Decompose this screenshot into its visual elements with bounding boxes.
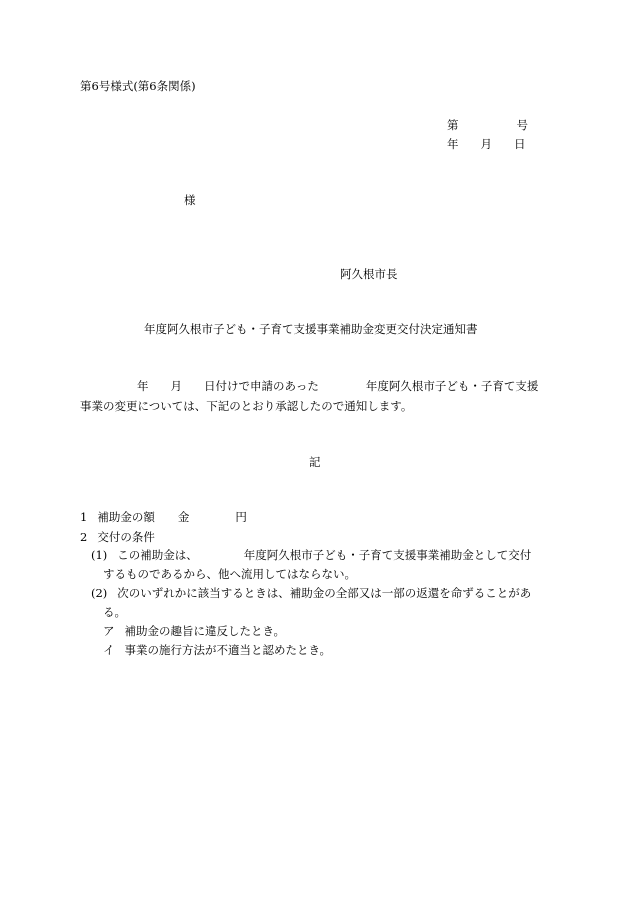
- body-line-2: 事業の変更については、下記のとおり承認したので通知します。: [80, 399, 413, 413]
- form-label: 第6号様式(第6条関係): [80, 79, 196, 93]
- condition-2-line-2: る。: [103, 605, 126, 619]
- item-2-label: 交付の条件: [97, 530, 155, 544]
- item-2-number: 2: [80, 530, 88, 544]
- sub-item-a-mark: ア: [103, 624, 115, 638]
- item-2: [80, 531, 155, 545]
- body-year: 年: [137, 379, 149, 393]
- body-month: 月: [170, 379, 182, 393]
- item-1-kin: 金: [177, 510, 190, 524]
- addressee-suffix: 様: [184, 193, 196, 207]
- ki-heading: 記: [309, 455, 321, 469]
- sub-item-i: [103, 644, 331, 658]
- doc-date-month: 月: [480, 137, 492, 151]
- document-title: 年度阿久根市子ども・子育て支援事業補助金変更交付決定通知書: [144, 322, 478, 336]
- doc-number-suffix: 号: [516, 118, 528, 132]
- condition-1-line-2: するものであるから、他へ流用してはならない。: [103, 567, 356, 581]
- condition-2-text-a: 次のいずれかに該当するときは、補助金の全部又は一部の返還を命ずることがあ: [117, 586, 532, 600]
- item-1-label: 補助金の額: [97, 510, 155, 524]
- condition-2-number: (2): [91, 586, 108, 600]
- condition-1-text-a: この補助金は、: [117, 548, 198, 562]
- sub-item-i-text: 事業の施行方法が不適当と認めたとき。: [124, 643, 332, 657]
- sub-item-a: [103, 625, 285, 639]
- sub-item-i-mark: イ: [103, 643, 115, 657]
- item-1-yen: 円: [235, 510, 247, 524]
- doc-date: [447, 138, 526, 152]
- condition-1-line-1: [91, 549, 531, 563]
- doc-number: [447, 119, 528, 133]
- body-day-request: 日付けで申請のあった: [204, 379, 319, 393]
- condition-1-number: (1): [91, 548, 108, 562]
- condition-2-line-1: [91, 587, 531, 601]
- doc-number-prefix: 第: [447, 118, 459, 132]
- body-project-name: 年度阿久根市子ども・子育て支援: [365, 379, 539, 393]
- condition-1-text-b: 年度阿久根市子ども・子育て支援事業補助金として交付: [243, 548, 532, 562]
- item-1: [80, 511, 247, 525]
- item-1-number: 1: [80, 510, 88, 524]
- doc-date-year: 年: [447, 137, 459, 151]
- sub-item-a-text: 補助金の趣旨に違反したとき。: [124, 624, 286, 638]
- issuer: 阿久根市長: [340, 267, 398, 281]
- body-line-1: [137, 380, 538, 394]
- doc-date-day: 日: [514, 137, 526, 151]
